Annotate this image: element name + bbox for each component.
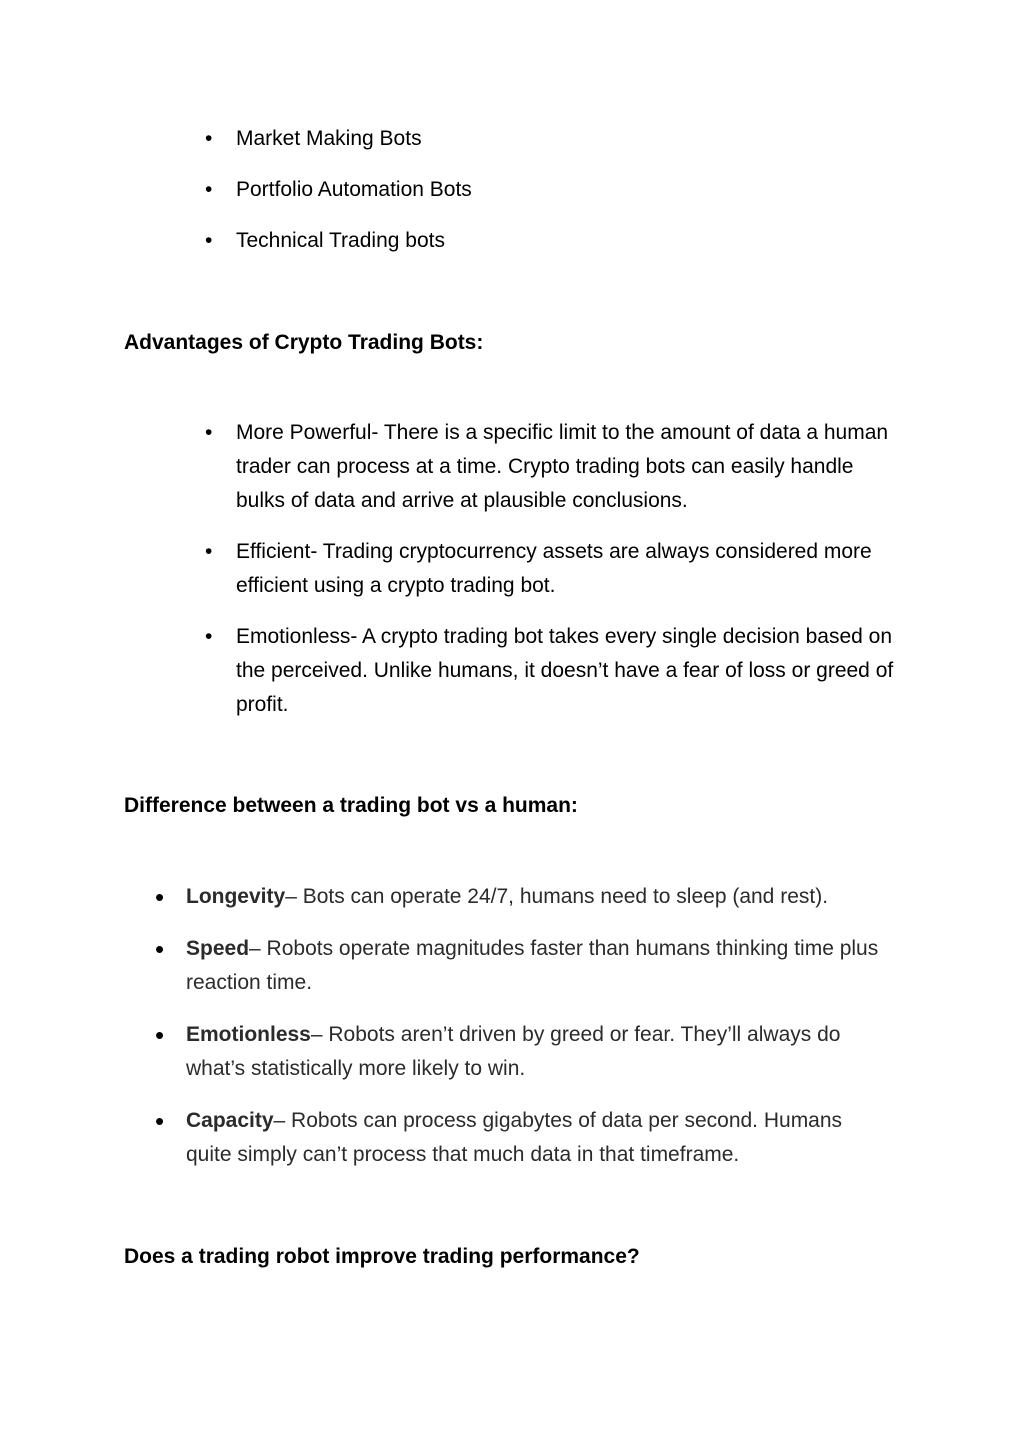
performance-heading: Does a trading robot improve trading performance? (124, 1245, 640, 1268)
list-item-text: Portfolio Automation Bots (236, 178, 472, 201)
list-item (155, 1104, 885, 1172)
list-item-text: More Powerful- There is a specific limit to the amount of data a human trader can process at a time. Crypto trading bots can easily handle bulks of data and arrive at plausible conclusions. (236, 421, 889, 512)
list-item-text: – Robots aren’t driven by greed or fear. They’ll always do what’s statistically more likely to win. (186, 1023, 841, 1080)
bullet-icon: • (205, 178, 213, 201)
bullet-icon: • (155, 1020, 165, 1050)
list-item-term: Longevity (186, 885, 286, 908)
list-item-text: – Robots operate magnitudes faster than humans thinking time plus reaction time. (186, 937, 879, 994)
list-item (155, 880, 885, 914)
advantages-heading: Advantages of Crypto Trading Bots: (124, 331, 484, 354)
difference-list (155, 880, 885, 1190)
bullet-icon: • (155, 1106, 165, 1136)
list-item (205, 224, 905, 258)
list-item (205, 122, 905, 156)
list-item (155, 1018, 885, 1086)
bullet-icon: • (155, 934, 165, 964)
bot-types-list (205, 122, 905, 275)
list-item (205, 535, 905, 603)
list-item-text: Efficient- Trading cryptocurrency assets are always considered more efficient using a crypto trading bot. (236, 540, 872, 597)
list-item-text: – Bots can operate 24/7, humans need to sleep (and rest). (285, 885, 829, 908)
list-item (205, 620, 905, 722)
list-item (155, 932, 885, 1000)
bullet-icon: • (205, 127, 213, 150)
list-item-text: Emotionless- A crypto trading bot takes every single decision based on the perceived. Unlike humans, it doesn’t have a fear of loss or greed of profit. (236, 625, 894, 716)
list-item-text: Market Making Bots (236, 127, 422, 150)
list-item-term: Capacity (186, 1109, 274, 1132)
list-item-term: Emotionless (186, 1023, 311, 1046)
bullet-icon: • (155, 882, 165, 912)
difference-heading: Difference between a trading bot vs a human: (124, 794, 578, 817)
bullet-icon: • (205, 540, 213, 563)
list-item (205, 173, 905, 207)
list-item-text: Technical Trading bots (236, 229, 445, 252)
bullet-icon: • (205, 625, 213, 648)
advantages-list (205, 416, 905, 739)
bullet-icon: • (205, 421, 213, 444)
bullet-icon: • (205, 229, 213, 252)
list-item-text: – Robots can process gigabytes of data per second. Humans quite simply can’t process that much data in that timeframe. (186, 1109, 843, 1166)
list-item-term: Speed (186, 937, 250, 960)
list-item (205, 416, 905, 518)
